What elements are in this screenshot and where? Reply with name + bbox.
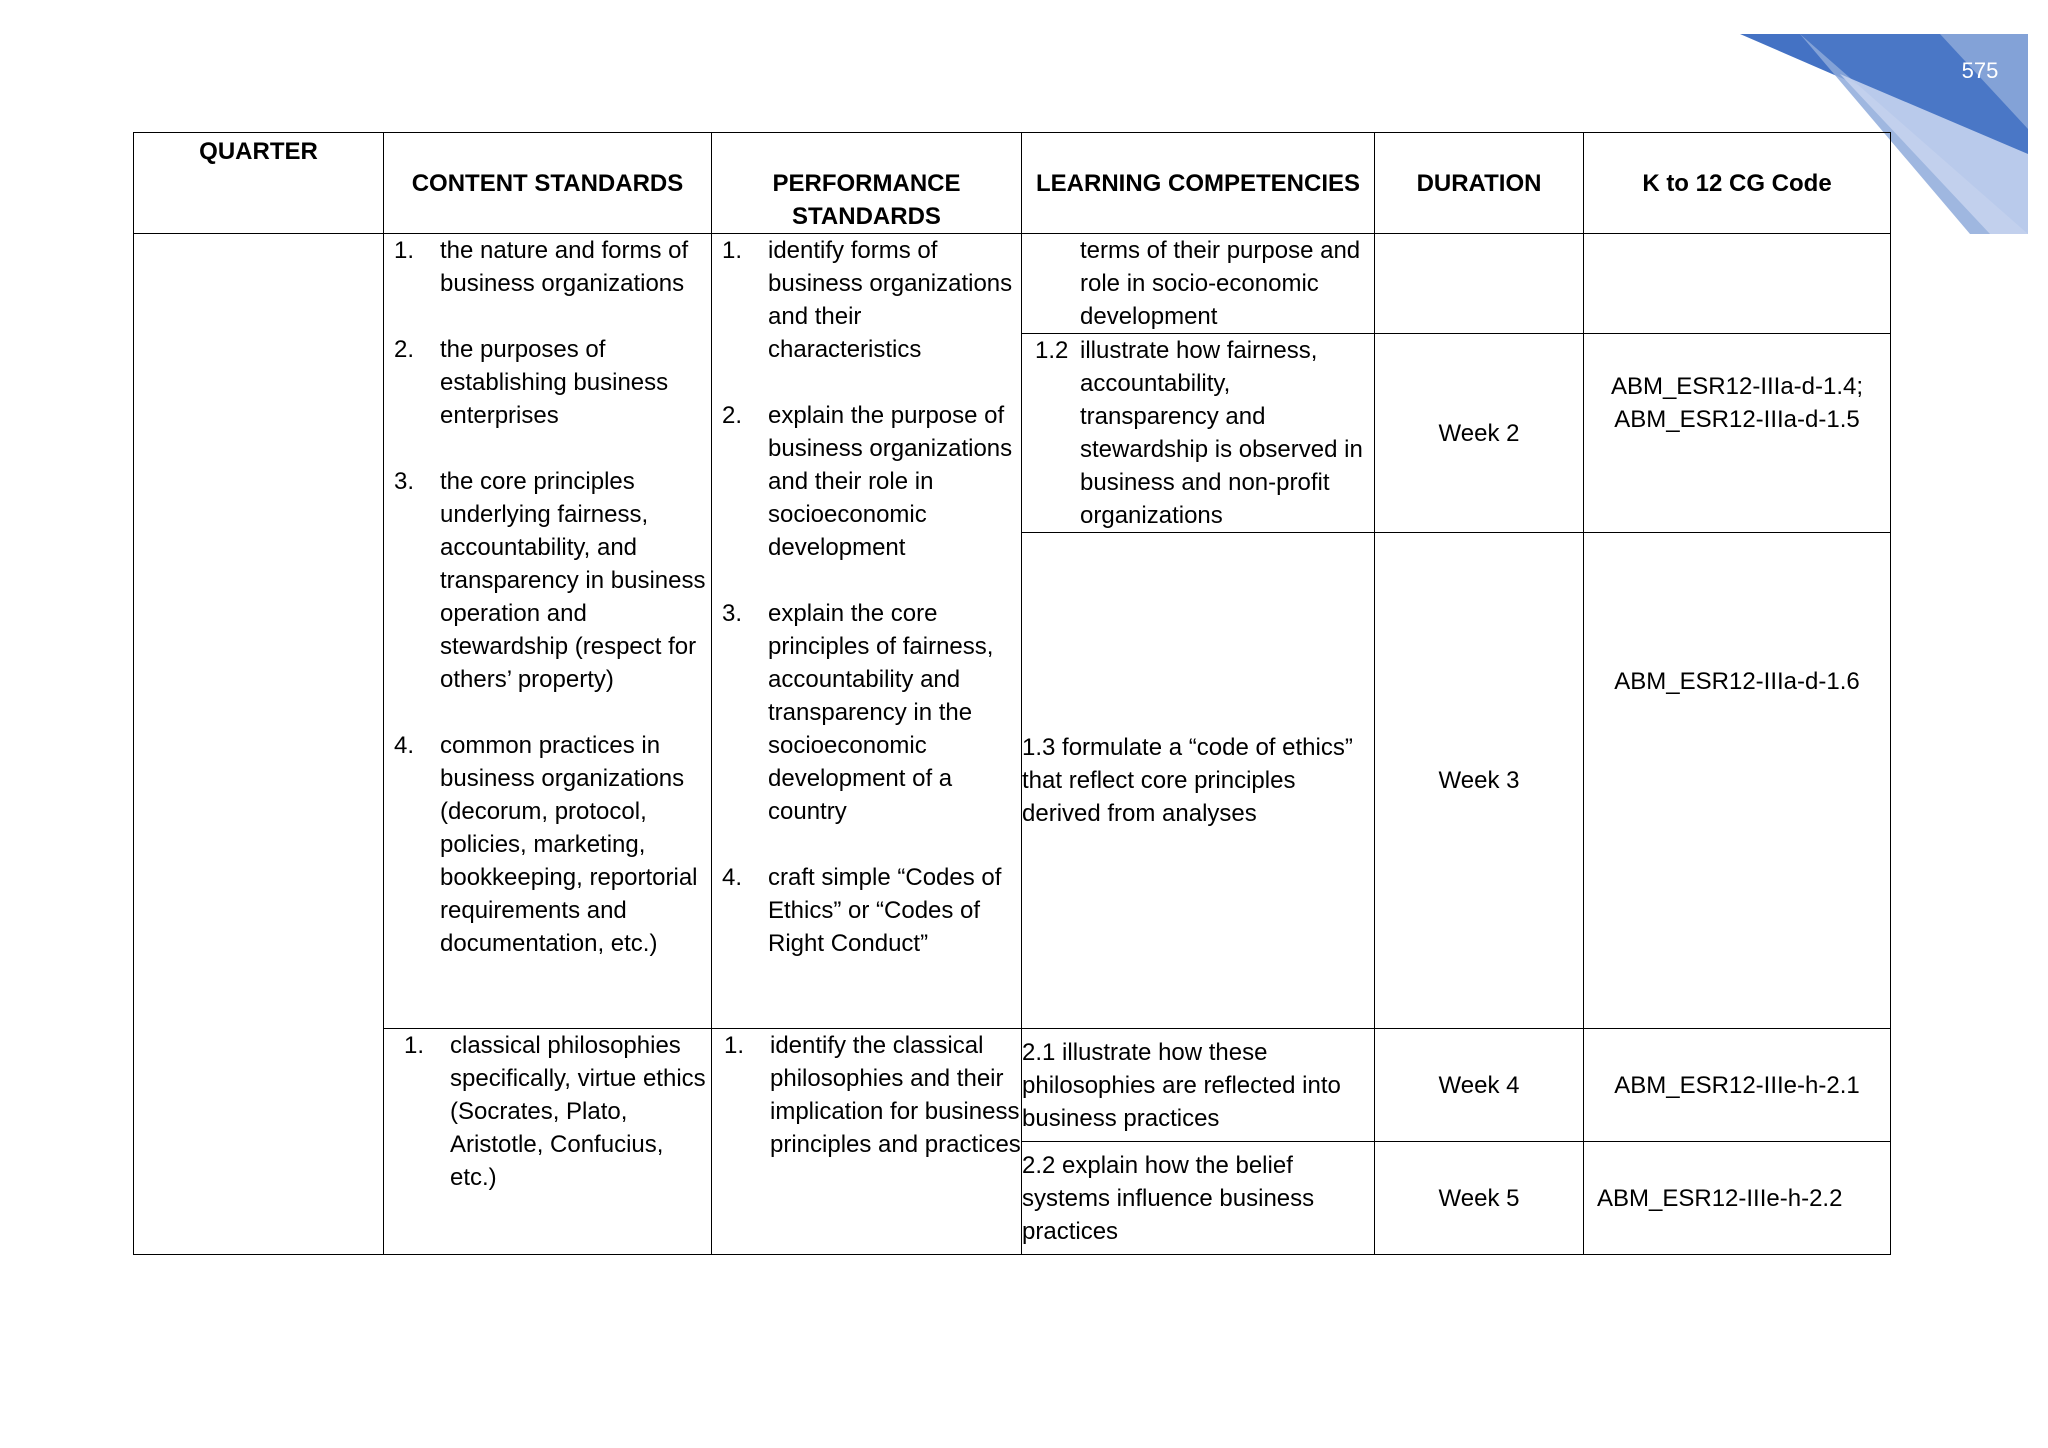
list-item: 1. the nature and forms of business organizations: [394, 237, 689, 297]
list-item: 1. identify the classical philosophies and their implication for business principles and practices: [724, 1032, 1021, 1158]
duration-cell: Week 3: [1375, 533, 1584, 1029]
table-row: [134, 234, 1891, 334]
duration-cell: [1375, 234, 1584, 334]
quarter-cell: [134, 234, 384, 1255]
header-content-standards: CONTENT STANDARDS: [384, 133, 712, 234]
header-duration: DURATION: [1375, 133, 1584, 234]
duration-cell: Week 2: [1375, 334, 1584, 533]
page-number: 575: [1961, 58, 1999, 83]
header-quarter: QUARTER: [134, 133, 384, 234]
cg-code-cell: [1584, 234, 1891, 334]
list-item: 3. the core principles underlying fairness, accountability, and transparency in business operation and stewardship (respect for others’ property): [394, 468, 706, 693]
curriculum-table: [133, 132, 1891, 1255]
content-standards-cell: [384, 234, 712, 1029]
header-performance-standards: PERFORMANCE STANDARDS: [712, 133, 1022, 234]
content-standards-cell: [384, 1029, 712, 1255]
header-row: [134, 133, 1891, 234]
header-learning-competencies: LEARNING COMPETENCIES: [1022, 133, 1375, 234]
list-item: 3. explain the core principles of fairness, accountability and transparency in the socioeconomic development of a country: [722, 600, 994, 825]
table-row: [134, 1029, 1891, 1142]
list-item: 4. common practices in business organizations (decorum, protocol, policies, marketing, bookkeeping, reportorial requirements and documentation, etc.): [394, 732, 698, 957]
competency-cell: 2.2 explain how the belief systems influence business practices: [1022, 1142, 1375, 1255]
cg-code-cell: ABM_ESR12-IIIe-h-2.1: [1584, 1029, 1891, 1142]
competency-cell: 2.1 illustrate how these philosophies are reflected into business practices: [1022, 1029, 1375, 1142]
performance-standards-cell: [712, 234, 1022, 1029]
cg-code-cell: ABM_ESR12-IIIe-h-2.2: [1584, 1142, 1891, 1255]
list-item: 4. craft simple “Codes of Ethics” or “Codes of Right Conduct”: [722, 864, 1002, 957]
list-item: 1. identify forms of business organizations and their characteristics: [722, 237, 1013, 363]
competency-cell: 1.2 illustrate how fairness, accountability, transparency and stewardship is observed in business and non-profit organizations: [1022, 334, 1375, 533]
list-item: 2. explain the purpose of business organizations and their role in socioeconomic development: [722, 402, 1013, 561]
header-cg-code: K to 12 CG Code: [1584, 133, 1891, 234]
performance-standards-cell: [712, 1029, 1022, 1255]
duration-cell: Week 5: [1375, 1142, 1584, 1255]
list-item: 2. the purposes of establishing business enterprises: [394, 336, 669, 429]
competency-cell: 1.3 formulate a “code of ethics” that reflect core principles derived from analyses: [1022, 533, 1375, 1029]
cg-code-cell: ABM_ESR12-IIIa-d-1.6: [1584, 533, 1891, 1029]
duration-cell: Week 4: [1375, 1029, 1584, 1142]
cg-code-cell: ABM_ESR12-IIIa-d-1.4; ABM_ESR12-IIIa-d-1.5: [1584, 334, 1891, 533]
list-item: 1. classical philosophies specifically, virtue ethics (Socrates, Plato, Aristotle, Confucius, etc.): [404, 1032, 706, 1191]
competency-cell: terms of their purpose and role in socio-economic development: [1022, 234, 1375, 334]
